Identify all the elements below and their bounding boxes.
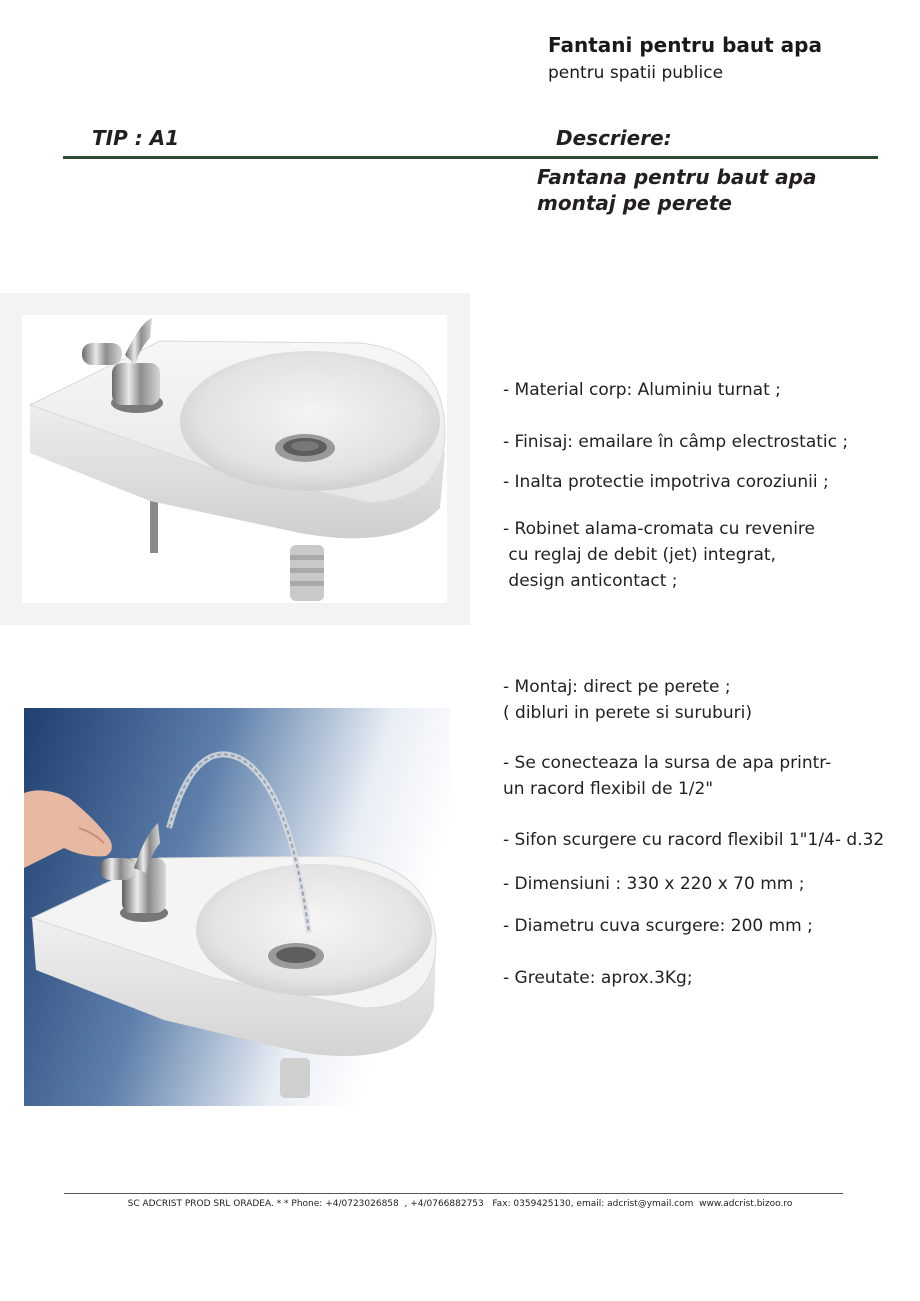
- product-type-label: TIP : A1: [92, 126, 180, 150]
- description-line-2: montaj pe perete: [537, 191, 732, 215]
- footer-contact: SC ADCRIST PROD SRL ORADEA. * * Phone: +4/0723026858 , +4/0766882753 Fax: 0359425130, email: adcrist@ymail.com www.adcrist.bizoo.ro: [127, 1199, 793, 1209]
- spec-connection: [503, 750, 831, 802]
- spec-finish: - Finisaj: emailare în câmp electrostatic ;: [503, 432, 849, 452]
- description-line-1: Fantana pentru baut apa: [537, 165, 817, 189]
- spec-faucet-line-3: design anticontact ;: [503, 571, 678, 591]
- spec-faucet: [503, 516, 815, 594]
- spec-connection-line-1: - Se conecteaza la sursa de apa printr-: [503, 753, 832, 773]
- spec-bowl-diameter: - Diametru cuva scurgere: 200 mm ;: [503, 916, 813, 936]
- spec-mounting-line-1: - Montaj: direct pe perete ;: [503, 677, 731, 697]
- header-title: Fantani pentru baut apa: [548, 33, 822, 57]
- description-text: [537, 164, 816, 216]
- spec-connection-line-2: un racord flexibil de 1/2": [503, 779, 714, 799]
- spec-faucet-line-1: - Robinet alama-cromata cu revenire: [503, 519, 815, 539]
- product-photo-bottom: [24, 708, 450, 1106]
- spec-mounting: [503, 674, 752, 726]
- spec-faucet-line-2: cu reglaj de debit (jet) integrat,: [503, 545, 776, 565]
- spec-material: - Material corp: Aluminiu turnat ;: [503, 380, 781, 400]
- footer-divider: [64, 1193, 843, 1194]
- spec-drain-siphon: - Sifon scurgere cu racord flexibil 1"1/4- d.32: [503, 830, 885, 850]
- description-label: Descriere:: [556, 126, 672, 150]
- product-photo-top: [0, 293, 470, 625]
- spec-dimensions: - Dimensiuni : 330 x 220 x 70 mm ;: [503, 874, 805, 894]
- header-divider: [63, 156, 878, 159]
- spec-corrosion: - Inalta protectie impotriva coroziunii ;: [503, 472, 829, 492]
- header-subtitle: pentru spatii publice: [548, 63, 724, 83]
- spec-mounting-line-2: ( dibluri in perete si suruburi): [503, 703, 752, 723]
- spec-weight: - Greutate: aprox.3Kg;: [503, 968, 693, 988]
